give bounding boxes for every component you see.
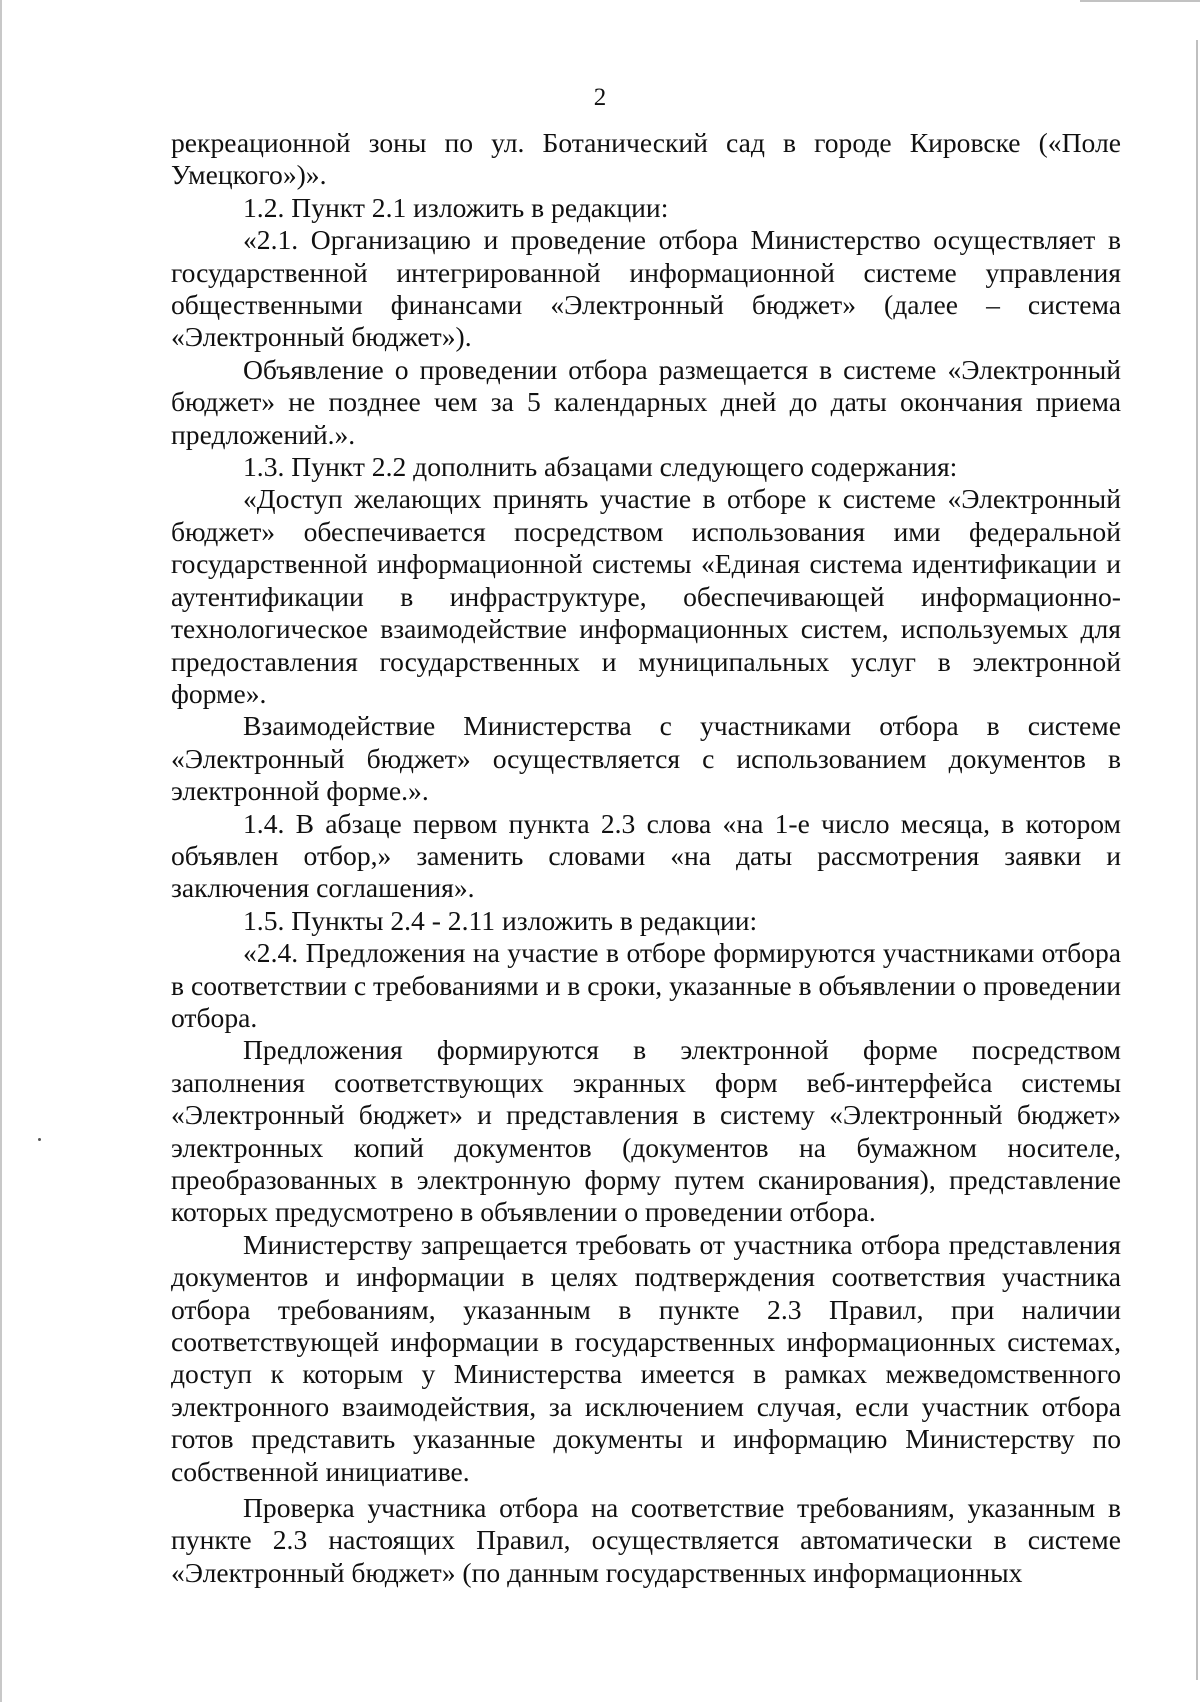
paragraph-item-1-2: 1.2. Пункт 2.1 изложить в редакции: bbox=[243, 191, 669, 223]
paragraph-quote-2-4: «2.4. Предложения на участие в отборе формируются участниками отбора в соответствии с требованиями и в сроки, указанные в объявлении о проведении отбора. bbox=[171, 937, 1121, 1033]
scan-speck bbox=[38, 1138, 41, 1141]
paragraph-interaction: Взаимодействие Министерства с участниками отбора в системе «Электронный бюджет» осуществляется с использованием документов в электронной форме.». bbox=[171, 710, 1121, 807]
page-number: 2 bbox=[593, 84, 607, 111]
paragraph-verification: Проверка участника отбора на соответствие требованиям, указанным в пункте 2.3 настоящих Правил, осуществляется автоматически в системе «Электронный бюджет» (по данным государственных информационных bbox=[171, 1492, 1121, 1588]
paragraph-proposals: Предложения формируются в электронной форме посредством заполнения соответствующих экранных форм веб-интерфейса системы «Электронный бюджет» и представления в систему «Электронный бюджет» электронных копий документов (документов на бумажном носителе, преобразованных в электронную форму путем сканирования), представление которых предусмотрено в объявлении о проведении отбора. bbox=[171, 1034, 1121, 1228]
paragraph-quote-2-1: «2.1. Организацию и проведение отбора Министерство осуществляет в государственной интегрированной информационной системе управления общественными финансами «Электронный бюджет» (далее – система «Электронный бюджет»). bbox=[171, 224, 1121, 353]
paragraph-item-1-3: 1.3. Пункт 2.2 дополнить абзацами следующего содержания: bbox=[243, 451, 958, 483]
paragraph-ministry-prohibition: Министерству запрещается требовать от участника отбора представления документов и информации в целях подтверждения соответствия участника отбора требованиям, указанным в пункте 2.3 Правил, при наличии соответствующей информации в государственных информационных системах, доступ к которым у Министерства имеется в рамках межведомственного электронного взаимодействия, за исключением случая, если участник отбора готов представить указанные документы и информацию Министерству по собственной инициативе. bbox=[171, 1228, 1121, 1487]
scan-edge-left bbox=[0, 0, 2, 1702]
paragraph-item-1-5: 1.5. Пункты 2.4 - 2.11 изложить в редакции: bbox=[243, 904, 758, 936]
paragraph-item-1-4: 1.4. В абзаце первом пункта 2.3 слова «на 1-е число месяца, в котором объявлен отбор,» заменить словами «на даты рассмотрения заявки и заключения соглашения». bbox=[171, 807, 1121, 904]
paragraph-continuation: рекреационной зоны по ул. Ботанический сад в городе Кировске («Поле Умецкого»)». bbox=[171, 127, 1121, 191]
paragraph-access: «Доступ желающих принять участие в отборе к системе «Электронный бюджет» обеспечивается посредством использования ими федеральной государственной информационной системы «Единая система идентификации и аутентификации в инфраструктуре, обеспечивающей информационно-технологическое взаимодействие информационных систем, используемых для предоставления государственных и муниципальных услуг в электронной форме». bbox=[171, 483, 1121, 709]
paragraph-announcement: Объявление о проведении отбора размещается в системе «Электронный бюджет» не позднее чем за 5 календарных дней до даты окончания приема предложений.». bbox=[171, 353, 1121, 450]
scan-edge-top bbox=[1080, 0, 1200, 2]
scan-edge-right bbox=[1196, 40, 1198, 1680]
document-body bbox=[171, 127, 1121, 1589]
